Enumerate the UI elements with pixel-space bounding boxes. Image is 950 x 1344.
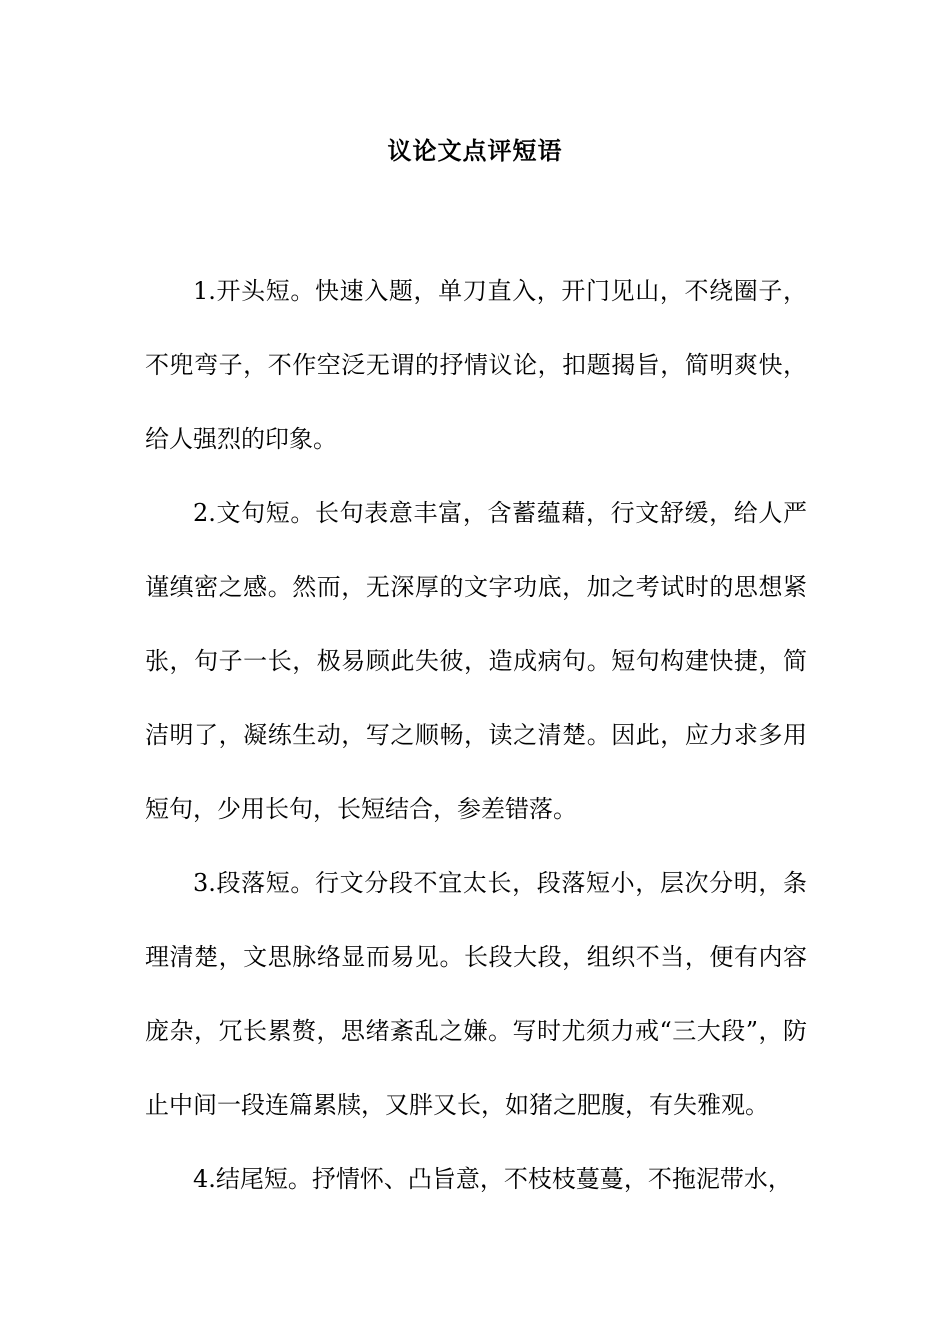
paragraph-sections: 3.段落短。行文分段不宜太长，段落短小，层次分明，条理清楚，文思脉络显而易见。长段大段，组织不当，便有内容庞杂，冗长累赘，思绪紊乱之嫌。写时尤须力戒“三大段”，防止中间一段连篇累牍，又胖又长，如猪之肥腹，有失雅观。 bbox=[145, 869, 807, 1119]
paragraph-sentences: 2.文句短。长句表意丰富，含蓄蕴藉，行文舒缓，给人严谨缜密之感。然而，无深厚的文字功底，加之考试时的思想紧张，句子一长，极易顾此失彼，造成病句。短句构建快捷，简洁明了，凝练生动，写之顺畅，读之清楚。因此，应力求多用短句，少用长句，长短结合，参差错落。 bbox=[145, 499, 807, 823]
paragraph-opening: 1.开头短。快速入题，单刀直入，开门见山，不绕圈子，不兜弯子，不作空泛无谓的抒情议论，扣题揭旨，简明爽快，给人强烈的印象。 bbox=[145, 277, 807, 453]
paragraph-ending: 4.结尾短。抒情怀、凸旨意，不枝枝蔓蔓，不拖泥带水， bbox=[193, 1165, 792, 1193]
document-title: 议论文点评短语 bbox=[387, 137, 563, 165]
document-body bbox=[145, 254, 807, 1216]
